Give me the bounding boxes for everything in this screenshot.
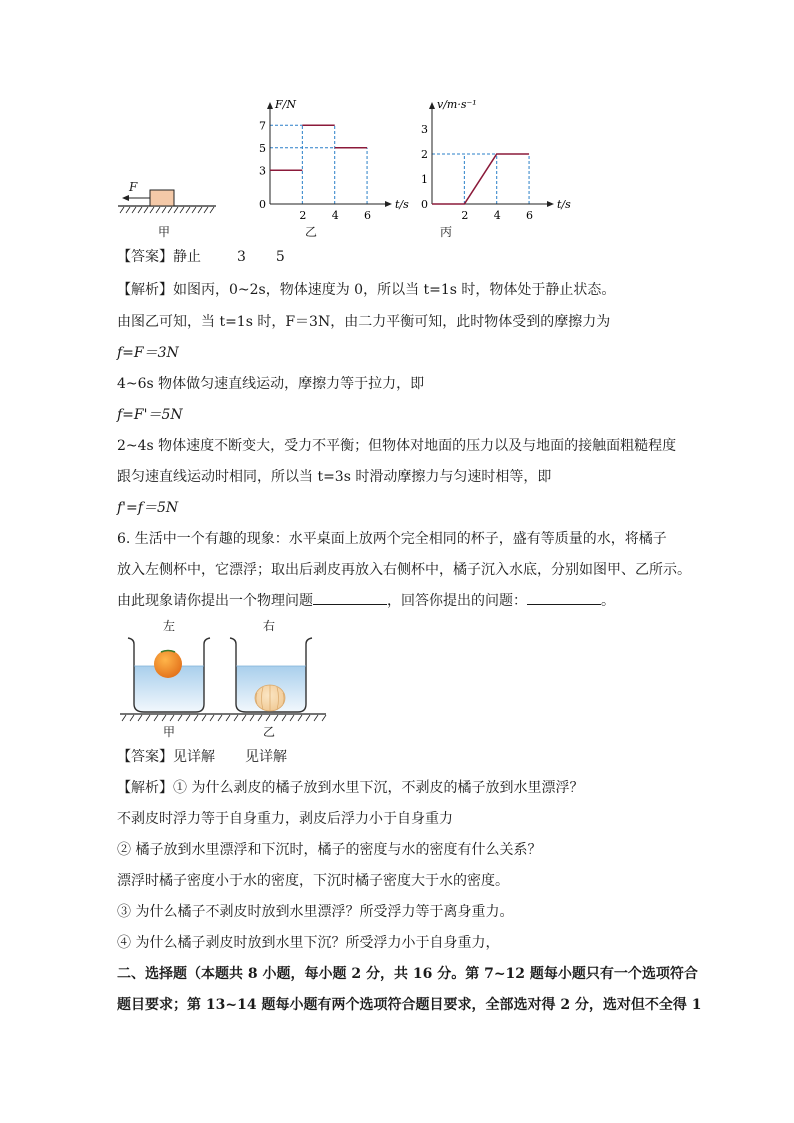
- q6-analysis-line: [117, 779, 583, 797]
- cups-figure: [118, 630, 328, 722]
- analysis-tag: 【解析】: [117, 780, 173, 796]
- q6-stem-part: ，回答你提出的问题：: [387, 593, 527, 609]
- x-axis-arrow: [547, 201, 554, 207]
- origin-tick-label: 0: [421, 198, 428, 211]
- answer-blank: [313, 592, 387, 605]
- caption-bing: 丙: [440, 225, 453, 239]
- q5-analysis-line: [117, 281, 615, 299]
- answer-part-1: 静止: [173, 249, 201, 265]
- force-label: F: [129, 180, 138, 194]
- caption-left-cup: 甲: [163, 725, 176, 739]
- caption-yi: 乙: [305, 225, 318, 239]
- x-axis-label: t/s: [395, 198, 409, 211]
- y-axis-label: F/N: [275, 98, 296, 111]
- x-tick-label: 2: [299, 209, 307, 222]
- y-tick-label: 3: [259, 164, 266, 178]
- label-left: 左: [163, 619, 176, 633]
- label-right: 右: [263, 619, 276, 633]
- answer-tag: 【答案】: [117, 249, 173, 265]
- q5-analysis-line: f'=f＝5N: [117, 500, 179, 516]
- q5-analysis-line: 跟匀速直线运动时相同，所以当 t=3s 时滑动摩擦力与匀速时相等，即: [117, 469, 552, 485]
- answer-tag: 【答案】: [117, 749, 173, 765]
- y-axis-arrow: [429, 102, 435, 109]
- analysis-text: ① 为什么剥皮的橘子放到水里下沉，不剥皮的橘子放到水里漂浮？: [173, 780, 584, 796]
- y-axis-label: v/m·s⁻¹: [437, 98, 477, 111]
- q6-stem-part: 。: [601, 593, 615, 609]
- q5-analysis-line: 由图乙可知，当 t=1s 时，F＝3N，由二力平衡可知，此时物体受到的摩擦力为: [117, 314, 611, 330]
- q6-stem-line: 放入左侧杯中，它漂浮；取出后剥皮再放入右侧杯中，橘子沉入水底，分别如图甲、乙所示。: [117, 562, 691, 578]
- q6-analysis-line: ② 橘子放到水里漂浮和下沉时，橘子的密度与水的密度有什么关系？: [117, 842, 542, 858]
- q5-answer: [117, 248, 285, 266]
- answer-part-2: 见详解: [245, 749, 287, 765]
- q6-stem-part: 由此现象请你提出一个物理问题: [117, 593, 313, 609]
- x-axis-label: t/s: [557, 198, 571, 211]
- caption-jia: 甲: [158, 225, 171, 239]
- y-tick-label: 3: [421, 123, 428, 136]
- y-tick-label: 2: [421, 148, 428, 161]
- q6-analysis-line: ③ 为什么橘子不剥皮时放到水里漂浮？所受浮力等于离身重力。: [117, 904, 514, 920]
- q5-analysis-line: 2~4s 物体速度不断变大，受力不平衡；但物体对地面的压力以及与地面的接触面粗糙程度: [117, 438, 677, 454]
- q5-analysis-line: f=F'＝5N: [117, 407, 183, 423]
- x-tick-label: 4: [493, 209, 501, 222]
- answer-part-1: 见详解: [173, 749, 215, 765]
- q6-answer: [117, 748, 287, 766]
- origin-tick-label: 0: [259, 198, 266, 211]
- answer-part-3: 5: [275, 249, 285, 265]
- analysis-text: 如图丙，0~2s，物体速度为 0，所以当 t=1s 时，物体处于静止状态。: [173, 282, 616, 298]
- velocity-time-chart: [410, 98, 571, 222]
- y-tick-label: 7: [259, 119, 266, 133]
- q6-stem-line: [117, 592, 615, 610]
- section-two-heading: 题目要求；第 13~14 题每小题有两个选项符合题目要求，全部选对得 2 分，选对但不全得 1: [117, 997, 702, 1013]
- caption-right-cup: 乙: [263, 725, 276, 739]
- force-time-chart: [252, 98, 409, 222]
- x-axis-arrow: [385, 201, 392, 207]
- q6-analysis-line: ④ 为什么橘子剥皮时放到水里下沉？所受浮力小于自身重力，: [117, 935, 500, 951]
- analysis-tag: 【解析】: [117, 282, 173, 298]
- q6-stem-line: 6. 生活中一个有趣的现象：水平桌面上放两个完全相同的杯子，盛有等质量的水，将橘子: [117, 531, 667, 547]
- y-tick-label: 1: [421, 173, 428, 186]
- velocity-line: [432, 154, 529, 204]
- section-two-heading: 二、选择题（本题共 8 小题，每小题 2 分，共 16 分。第 7~12 题每小题只有一个选项符合: [117, 966, 698, 982]
- q6-analysis-line: 不剥皮时浮力等于自身重力，剥皮后浮力小于自身重力: [117, 811, 453, 827]
- x-tick-label: 2: [461, 209, 469, 222]
- answer-part-2: 3: [237, 249, 246, 265]
- y-tick-label: 5: [259, 141, 266, 155]
- y-axis-arrow: [267, 102, 273, 109]
- x-tick-label: 4: [331, 209, 339, 222]
- q5-analysis-line: f=F＝3N: [117, 345, 179, 361]
- x-tick-label: 6: [364, 209, 372, 222]
- q6-analysis-line: 漂浮时橘子密度小于水的密度，下沉时橘子密度大于水的密度。: [117, 873, 509, 889]
- q5-analysis-line: 4~6s 物体做匀速直线运动，摩擦力等于拉力，即: [117, 376, 425, 392]
- answer-blank: [527, 592, 601, 605]
- x-tick-label: 6: [526, 209, 534, 222]
